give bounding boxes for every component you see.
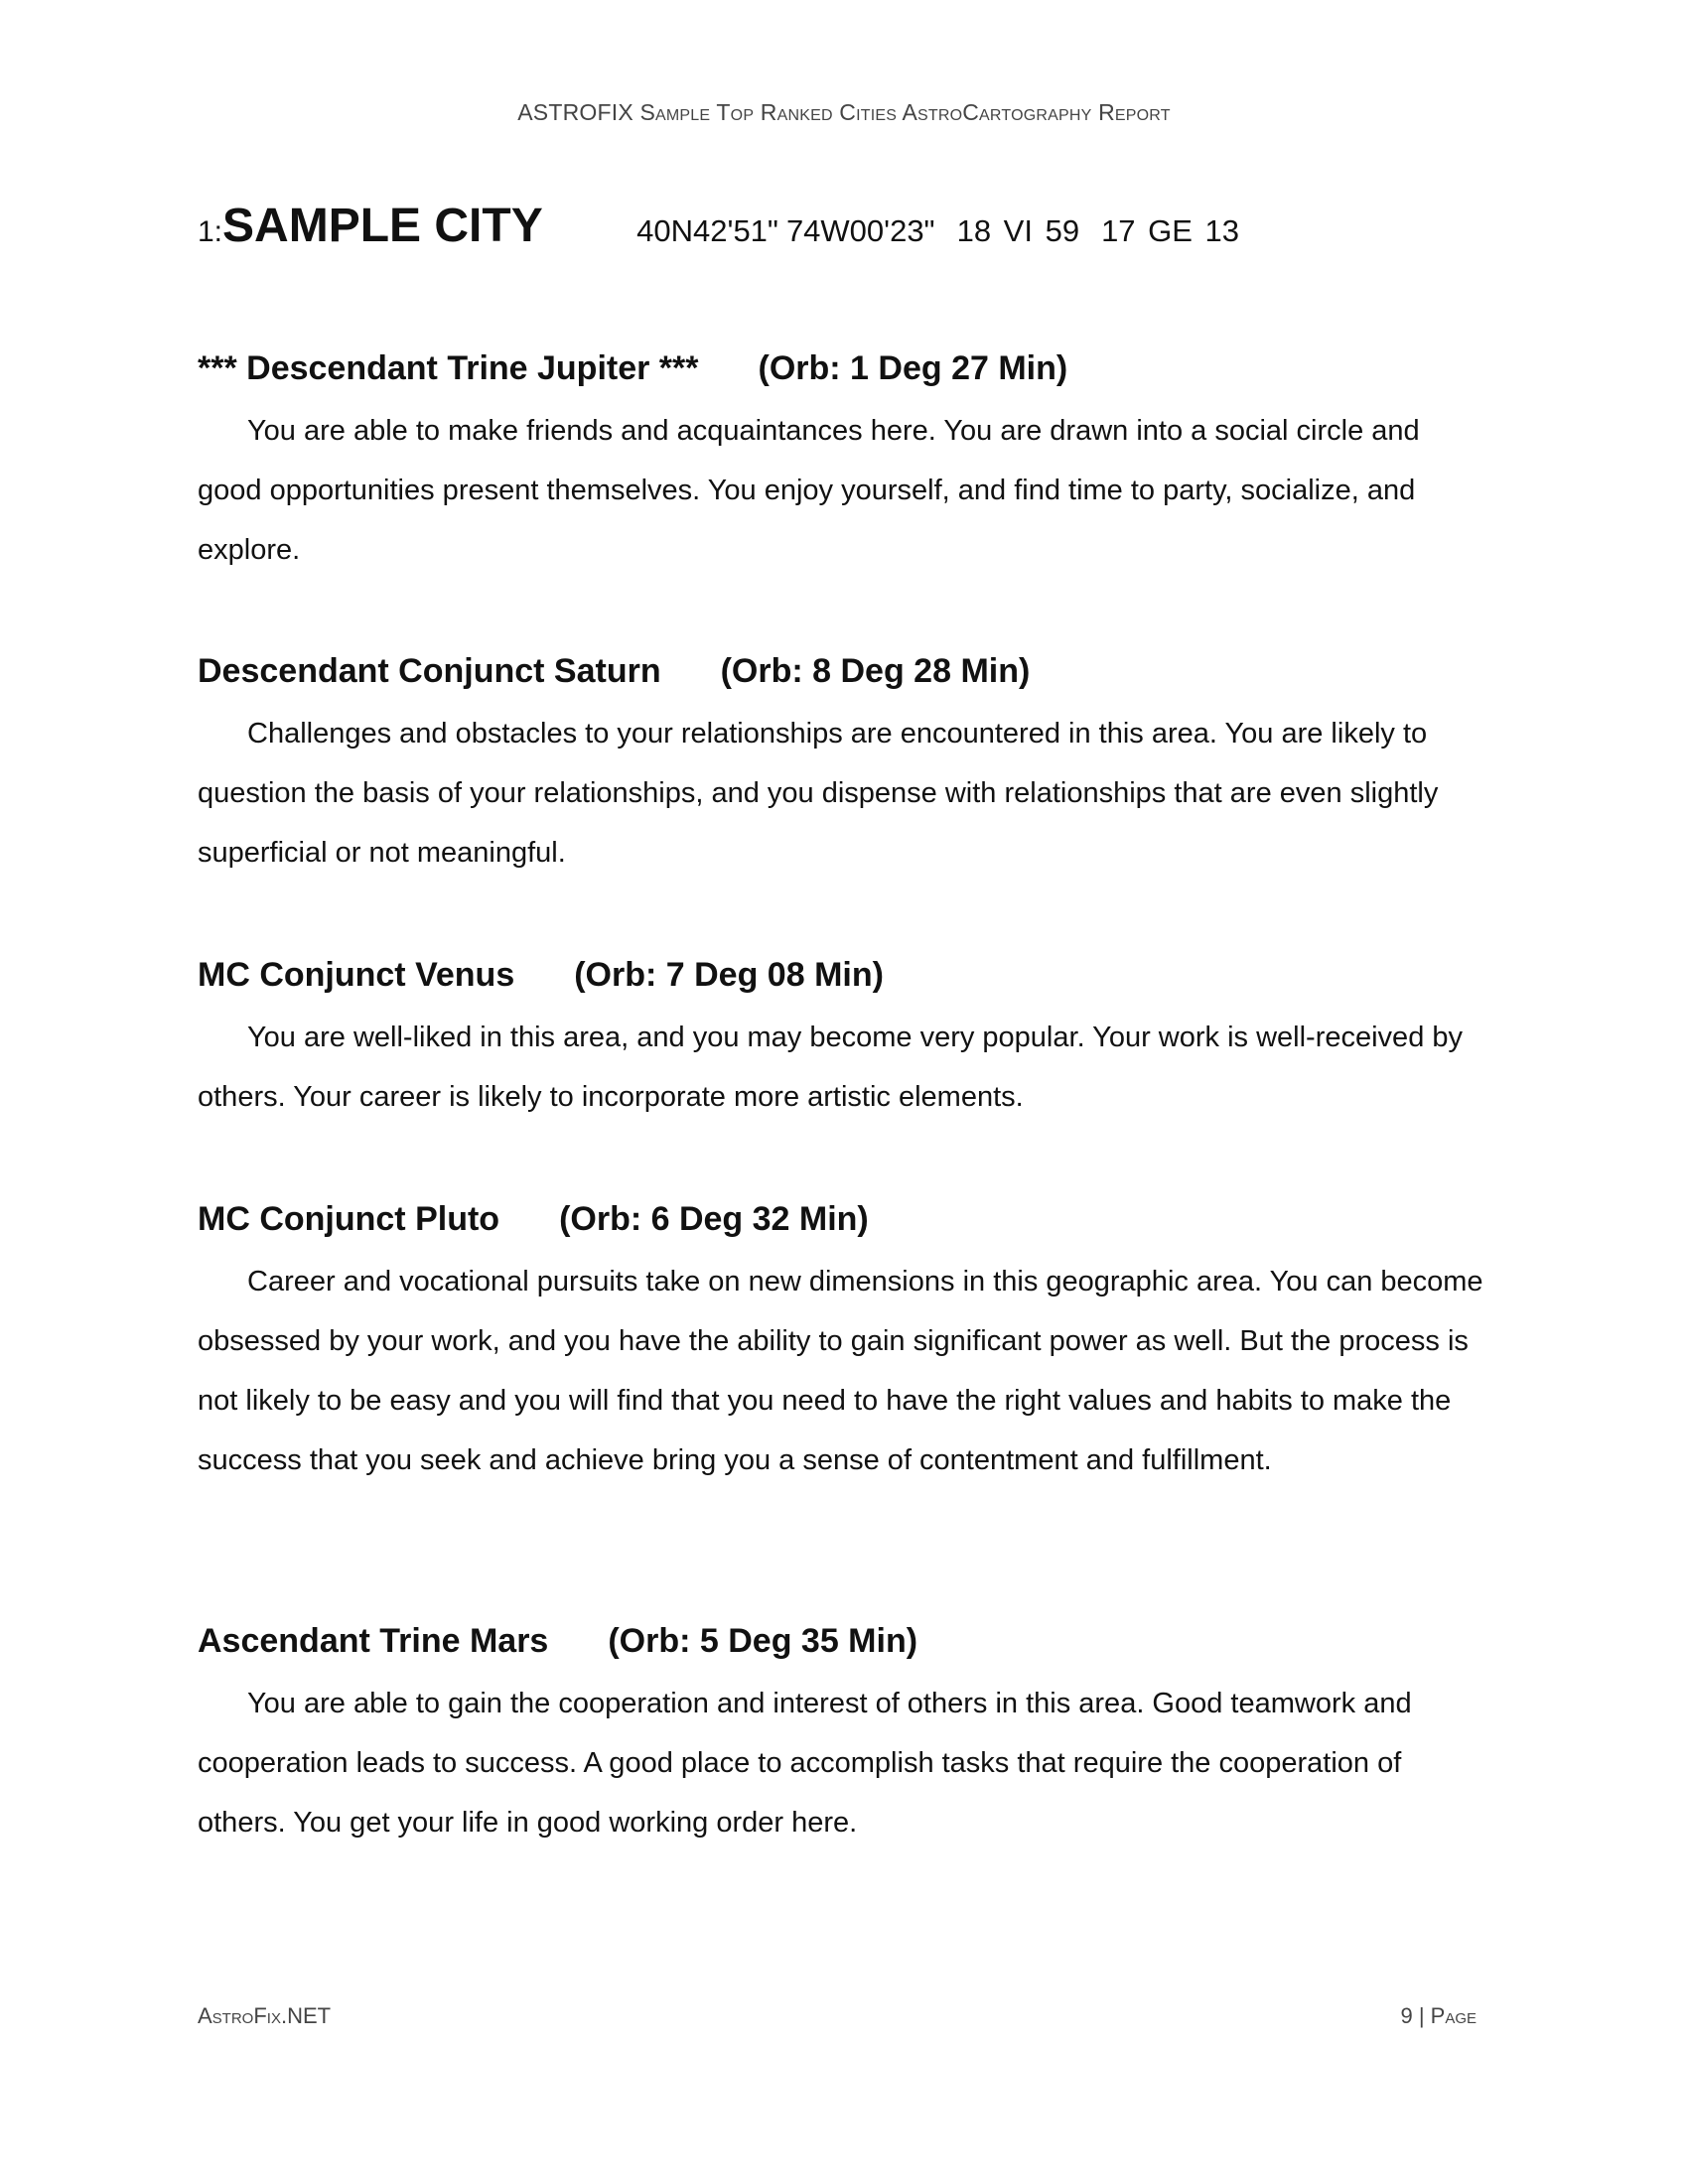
city-coordinates bbox=[636, 213, 1261, 248]
aspect-title: *** Descendant Trine Jupiter *** bbox=[198, 349, 699, 387]
footer-page bbox=[1400, 2003, 1477, 2029]
aspect-heading bbox=[198, 646, 1488, 696]
latitude: 40N42'51" bbox=[636, 213, 778, 248]
aspect-text: You are able to gain the cooperation and interest of others in this area. Good teamwork and cooperation leads to success. A good place to accomplish tasks that require the cooperation of others. You get your life in good working order here. bbox=[198, 1688, 1412, 1839]
aspect-heading bbox=[198, 1194, 1488, 1244]
footer-site: AstroFix.NET bbox=[198, 2003, 332, 2028]
longitude: 74W00'23" bbox=[785, 213, 935, 248]
aspect-orb: (Orb: 1 Deg 27 Min) bbox=[758, 349, 1068, 387]
aspect-title: MC Conjunct Pluto bbox=[198, 1200, 500, 1238]
aspect-heading bbox=[198, 343, 1488, 393]
aspect-title: Ascendant Trine Mars bbox=[198, 1622, 549, 1660]
aspect-title: MC Conjunct Venus bbox=[198, 956, 515, 994]
position-2: 17 GE 13 bbox=[1101, 213, 1240, 248]
aspect-section bbox=[198, 1616, 1488, 1852]
aspect-heading bbox=[198, 1616, 1488, 1666]
aspect-orb: (Orb: 7 Deg 08 Min) bbox=[574, 956, 884, 994]
running-header: ASTROFIX Sample Top Ranked Cities AstroCartography Report bbox=[517, 99, 1171, 125]
city-heading bbox=[198, 199, 1261, 253]
aspect-text: You are well-liked in this area, and you may become very popular. Your work is well-received by others. Your career is likely to incorporate more artistic elements. bbox=[198, 1022, 1464, 1113]
aspect-text: You are able to make friends and acquaintances here. You are drawn into a social circle and good opportunities present themselves. You enjoy yourself, and find time to party, socialize, and explore. bbox=[198, 415, 1420, 566]
aspect-orb: (Orb: 8 Deg 28 Min) bbox=[720, 652, 1031, 690]
aspect-orb: (Orb: 5 Deg 35 Min) bbox=[608, 1622, 918, 1660]
aspect-section bbox=[198, 1194, 1488, 1490]
aspect-section bbox=[198, 950, 1488, 1127]
city-name: SAMPLE CITY bbox=[222, 200, 543, 252]
aspect-section bbox=[198, 646, 1488, 883]
position-1: 18 VI 59 bbox=[956, 213, 1080, 248]
aspect-text: Challenges and obstacles to your relationships are encountered in this area. You are likely to question the basis of your relationships, and you dispense with relationships that are even slightly superficial or not meaningful. bbox=[198, 718, 1439, 869]
aspect-text: Career and vocational pursuits take on new dimensions in this geographic area. You can become obsessed by your work, and you have the ability to gain significant power as well. But the process is not likely to be easy and you will find that you need to have the right values and habits to make the success that you seek and achieve bring you a sense of contentment and fulfillment. bbox=[198, 1266, 1483, 1476]
aspect-section bbox=[198, 343, 1488, 580]
aspect-title: Descendant Conjunct Saturn bbox=[198, 652, 661, 690]
page-number: 9 bbox=[1400, 2003, 1413, 2028]
city-rank: 1: bbox=[198, 215, 223, 248]
page-label: | Page bbox=[1418, 2003, 1477, 2028]
aspect-orb: (Orb: 6 Deg 32 Min) bbox=[559, 1200, 869, 1238]
aspect-heading bbox=[198, 950, 1488, 1000]
